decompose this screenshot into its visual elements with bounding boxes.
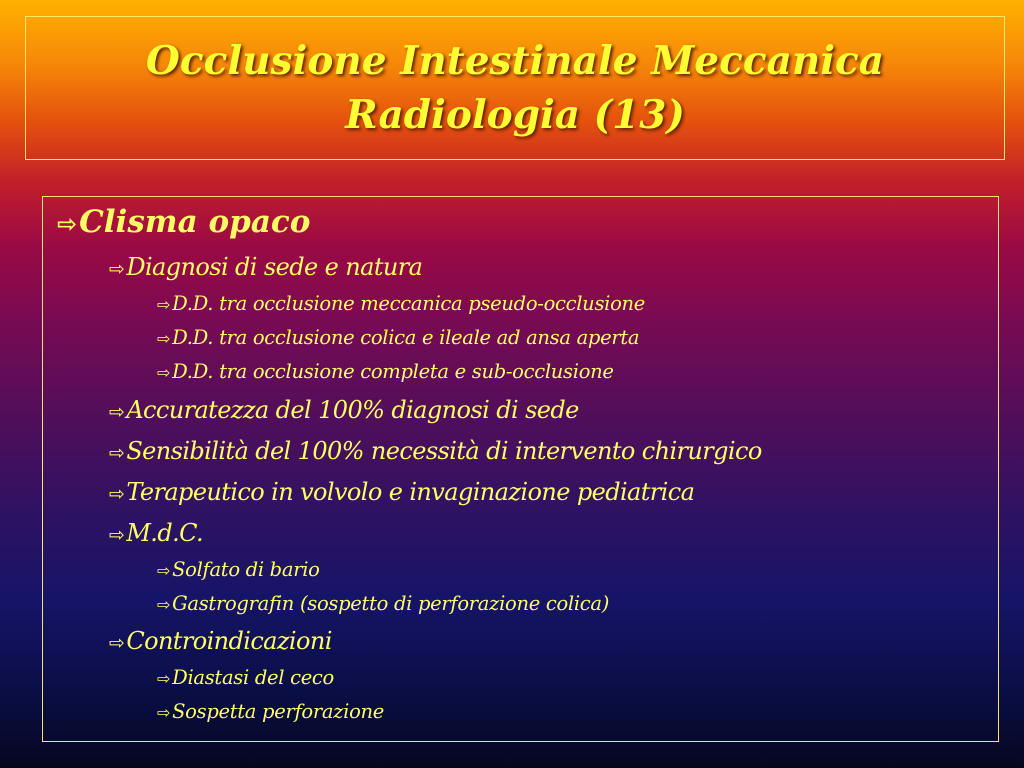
bullet-text: Diastasi del ceco — [172, 666, 334, 689]
right-arrow-outline-icon: ⇨ — [109, 524, 125, 546]
bullet-text: Diagnosi di sede e natura — [126, 253, 423, 281]
right-arrow-outline-icon: ⇨ — [157, 669, 171, 688]
bullet-item-sensibilita — [109, 439, 762, 463]
bullet-item-diastasi-del-ceco — [157, 668, 334, 688]
right-arrow-outline-icon: ⇨ — [109, 258, 125, 280]
bullet-text: Gastrografin (sospetto di perforazione colica) — [172, 592, 610, 615]
bullet-item-accuratezza — [109, 398, 579, 422]
bullet-item-mdc — [109, 521, 203, 545]
bullet-item-dd-pseudo-occlusione — [157, 294, 645, 314]
right-arrow-outline-icon: ⇨ — [109, 483, 125, 505]
bullet-item-solfato-di-bario — [157, 560, 320, 580]
bullet-text: Sensibilità del 100% necessità di intervento chirurgico — [126, 437, 762, 465]
bullet-item-diagnosi — [109, 255, 422, 279]
right-arrow-outline-icon: ⇨ — [157, 703, 171, 722]
right-arrow-outline-icon: ⇨ — [157, 595, 171, 614]
right-arrow-outline-icon: ⇨ — [57, 210, 78, 238]
bullet-text: Solfato di bario — [172, 558, 320, 581]
right-arrow-outline-icon: ⇨ — [109, 401, 125, 423]
bullet-item-terapeutico — [109, 480, 694, 504]
bullet-text: Controindicazioni — [126, 627, 332, 655]
slide-title-line-1: Occlusione Intestinale Meccanica — [145, 38, 885, 84]
right-arrow-outline-icon: ⇨ — [157, 295, 171, 314]
right-arrow-outline-icon: ⇨ — [109, 442, 125, 464]
bullet-text: D.D. tra occlusione meccanica pseudo-occlusione — [172, 292, 646, 315]
bullet-text: D.D. tra occlusione completa e sub-occlusione — [172, 360, 614, 383]
slide-title-line-2: Radiologia (13) — [345, 92, 685, 138]
title-box — [25, 16, 1005, 160]
content-box — [42, 196, 999, 742]
bullet-item-sospetta-perforazione — [157, 702, 384, 722]
right-arrow-outline-icon: ⇨ — [109, 632, 125, 654]
bullet-item-clisma-opaco — [57, 204, 311, 240]
bullet-text: Accuratezza del 100% diagnosi di sede — [126, 396, 579, 424]
bullet-text: Clisma opaco — [79, 204, 311, 240]
bullet-text: D.D. tra occlusione colica e ileale ad ansa aperta — [172, 326, 640, 349]
bullet-item-controindicazioni — [109, 629, 332, 653]
bullet-text: Terapeutico in volvolo e invaginazione pediatrica — [126, 478, 695, 506]
bullet-item-gastrografin — [157, 594, 609, 614]
right-arrow-outline-icon: ⇨ — [157, 363, 171, 382]
bullet-text: M.d.C. — [126, 519, 204, 547]
right-arrow-outline-icon: ⇨ — [157, 561, 171, 580]
bullet-item-dd-sub-occlusione — [157, 362, 614, 382]
bullet-text: Sospetta perforazione — [172, 700, 385, 723]
bullet-item-dd-colica-ileale — [157, 328, 639, 348]
right-arrow-outline-icon: ⇨ — [157, 329, 171, 348]
